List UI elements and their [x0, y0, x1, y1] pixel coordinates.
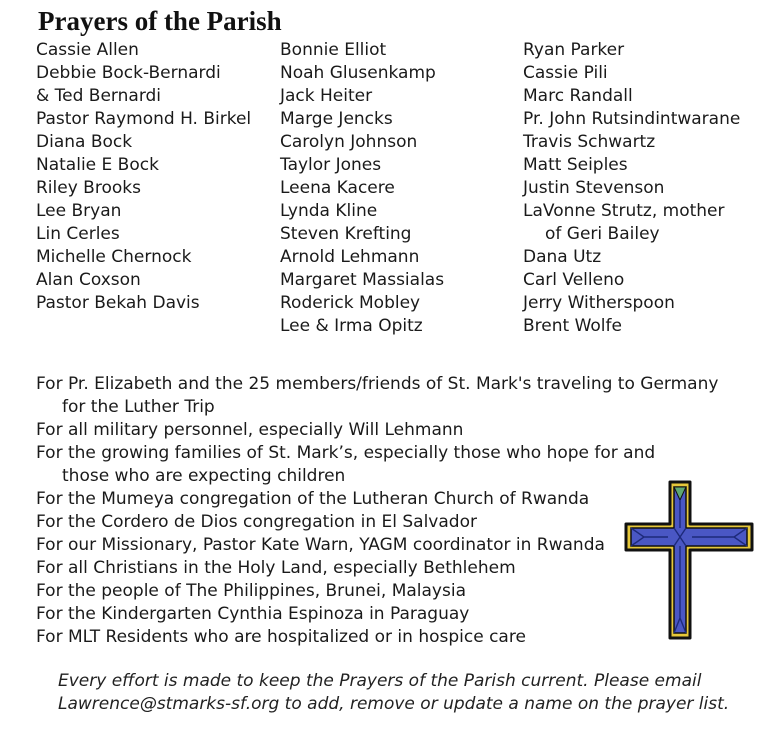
- prayer-intention: For Pr. Elizabeth and the 25 members/friends of St. Mark's traveling to Germany for the Luther Trip: [36, 374, 719, 417]
- prayer-name: Marc Randall: [523, 86, 633, 106]
- prayer-name: Lee & Irma Opitz: [280, 316, 423, 336]
- prayer-name: & Ted Bernardi: [36, 86, 162, 106]
- names-column-1: [36, 39, 276, 315]
- prayer-name: Riley Brooks: [36, 178, 141, 198]
- names-column-2: [280, 39, 520, 338]
- prayer-name: Lynda Kline: [280, 201, 378, 221]
- prayer-name: Debbie Bock-Bernardi: [36, 63, 221, 83]
- prayer-name: LaVonne Strutz, mother: [523, 201, 725, 221]
- prayer-intention: For our Missionary, Pastor Kate Warn, YAGM coordinator in Rwanda: [36, 535, 605, 555]
- prayer-name: Brent Wolfe: [523, 316, 622, 336]
- prayer-name: Carolyn Johnson: [280, 132, 418, 152]
- prayer-intention: For the Cordero de Dios congregation in El Salvador: [36, 512, 477, 532]
- prayer-name: Cassie Allen: [36, 40, 139, 60]
- prayer-name: Alan Coxson: [36, 270, 141, 290]
- prayer-intention: For MLT Residents who are hospitalized or in hospice care: [36, 627, 526, 647]
- prayer-name: Leena Kacere: [280, 178, 395, 198]
- prayer-name: Michelle Chernock: [36, 247, 192, 267]
- names-column-3: [523, 39, 778, 338]
- footer-note: [58, 670, 758, 716]
- prayer-name: Steven Krefting: [280, 224, 412, 244]
- prayer-name: of Geri Bailey: [545, 224, 660, 244]
- prayer-name: Noah Glusenkamp: [280, 63, 436, 83]
- prayer-intention: For all military personnel, especially Will Lehmann: [36, 420, 464, 440]
- prayer-name: Margaret Massialas: [280, 270, 445, 290]
- prayer-name: Bonnie Elliot: [280, 40, 387, 60]
- prayer-intention: For the growing families of St. Mark’s, especially those who hope for and those who are expecting children: [36, 443, 656, 486]
- prayer-name: Natalie E Bock: [36, 155, 159, 175]
- prayer-intention: For all Christians in the Holy Land, especially Bethlehem: [36, 558, 516, 578]
- page-title: Prayers of the Parish: [38, 6, 282, 36]
- prayer-intention: For the Kindergarten Cynthia Espinoza in Paraguay: [36, 604, 470, 624]
- prayer-intention: For the people of The Philippines, Brunei, Malaysia: [36, 581, 466, 601]
- prayer-name: Matt Seiples: [523, 155, 628, 175]
- prayer-intention: For the Mumeya congregation of the Lutheran Church of Rwanda: [36, 489, 590, 509]
- prayer-name: Jack Heiter: [280, 86, 373, 106]
- prayer-name: Carl Velleno: [523, 270, 625, 290]
- prayer-name: Travis Schwartz: [523, 132, 656, 152]
- prayer-name: Diana Bock: [36, 132, 133, 152]
- prayer-name: Lee Bryan: [36, 201, 122, 221]
- prayer-name: Marge Jencks: [280, 109, 393, 129]
- prayer-name: Lin Cerles: [36, 224, 120, 244]
- prayer-name: Ryan Parker: [523, 40, 625, 60]
- prayer-name: Dana Utz: [523, 247, 602, 267]
- prayer-name: Taylor Jones: [280, 155, 382, 175]
- prayer-name: Cassie Pili: [523, 63, 608, 83]
- footer-line: Every effort is made to keep the Prayers of the Parish current. Please email: [58, 671, 702, 691]
- prayer-name: Justin Stevenson: [523, 178, 665, 198]
- prayer-name: Arnold Lehmann: [280, 247, 420, 267]
- prayer-name: Pastor Bekah Davis: [36, 293, 200, 313]
- prayer-name: Jerry Witherspoon: [523, 293, 675, 313]
- footer-line: Lawrence@stmarks-sf.org to add, remove or update a name on the prayer list.: [58, 694, 730, 714]
- cross-icon: [618, 478, 768, 643]
- prayer-name: Roderick Mobley: [280, 293, 421, 313]
- prayer-name: Pr. John Rutsindintwarane: [523, 109, 741, 129]
- prayer-name: Pastor Raymond H. Birkel: [36, 109, 252, 129]
